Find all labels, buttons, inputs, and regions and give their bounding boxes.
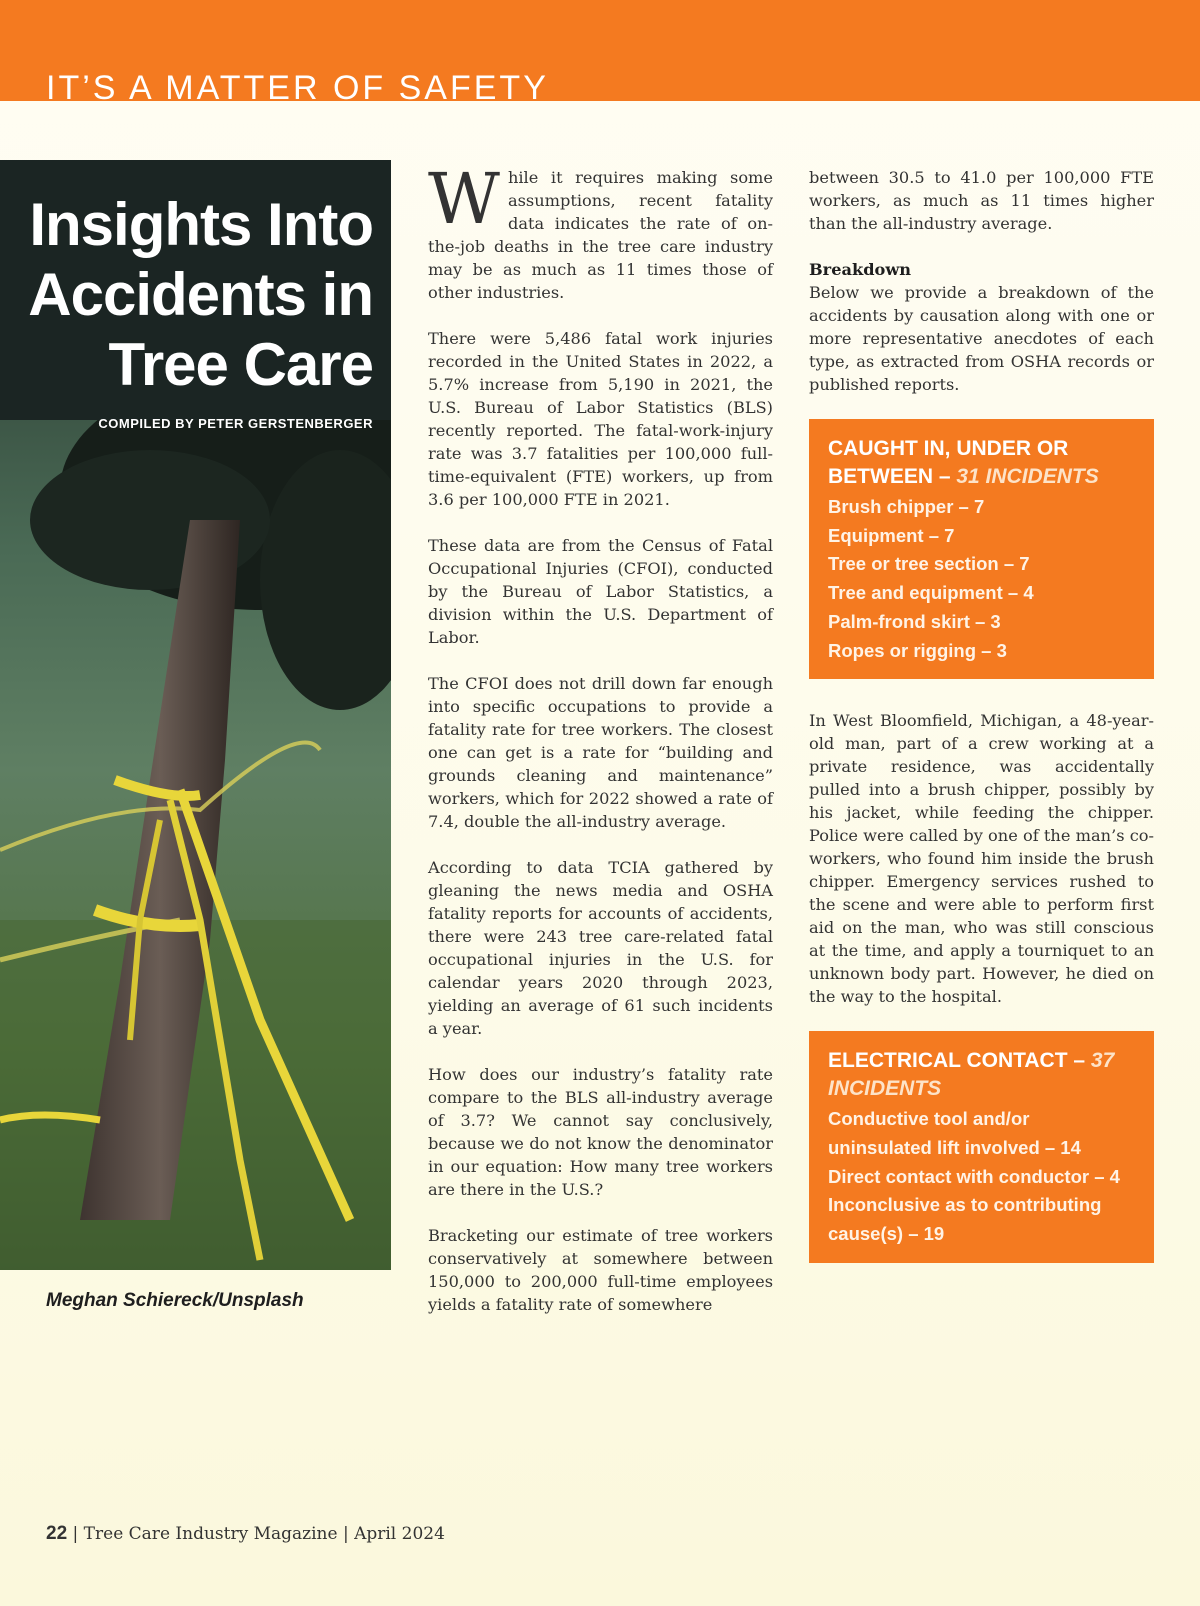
publication-info: | Tree Care Industry Magazine | April 2024: [72, 1524, 445, 1544]
sidebar-count: 31 INCIDENTS: [956, 465, 1099, 488]
section-title: IT’S A MATTER OF SAFETY: [46, 69, 549, 101]
paragraph: Bracketing our estimate of tree workers conservatively at somewhere between 150,000 to 200,000 full-time employees yields a fatality rate of somewhere: [428, 1226, 773, 1314]
breakdown-section: [809, 258, 1154, 396]
paragraph: There were 5,486 fatal work injuries recorded in the United States in 2022, a 5.7% increase from 5,190 in 2021, the U.S. Bureau of Labor Statistics (BLS) recently reported. The fatal-work-injury rate was 3.7 fatalities per 100,000 full-time-equivalent (FTE) workers, up from 3.6 per 100,000 FTE in 2021.: [428, 329, 773, 509]
title-line-2: Accidents in: [28, 261, 373, 328]
list-item: Tree and equipment – 4: [828, 582, 1034, 604]
breakdown-heading: Breakdown: [809, 260, 912, 279]
list-item: Inconclusive as to contributing cause(s) – 19: [828, 1194, 1102, 1245]
list-item: Equipment – 7: [828, 524, 955, 546]
paragraph-intro: [428, 158, 773, 304]
article-column-1: [428, 158, 773, 1339]
electrical-contact-sidebar: [809, 1031, 1154, 1263]
title-line-3: Tree Care: [108, 331, 373, 398]
title-line-1: Insights Into: [29, 191, 373, 258]
article-title: [13, 190, 373, 400]
drop-cap: W: [428, 158, 500, 240]
title-panel: [0, 160, 391, 420]
list-item: Tree or tree section – 7: [828, 553, 1030, 575]
list-item: Ropes or rigging – 3: [828, 639, 1007, 661]
article-column-2: [809, 166, 1154, 1286]
sidebar-list: [828, 1105, 1135, 1249]
list-item: Direct contact with conductor – 4: [828, 1165, 1120, 1187]
list-item: Conductive tool and/or uninsulated lift involved – 14: [828, 1108, 1081, 1158]
anecdote-paragraph: In West Bloomfield, Michigan, a 48-year-old man, part of a crew working at a private residence, was accidentally pulled into a brush chipper, possibly by his jacket, while feeding the chipper. Police were called by one of the man’s co-workers, who found him inside the brush chipper. Emergency services rushed to the scene and were able to perform first aid on the man, who was still conscious at the time, and apply a tourniquet to an unknown body part. However, he died on the way to the hospital.: [809, 711, 1154, 1007]
sidebar-title: [828, 1047, 1135, 1103]
byline: COMPILED BY PETER GERSTENBERGER: [98, 416, 373, 431]
photo-caption: Meghan Schiereck/Unsplash: [46, 1290, 304, 1311]
paragraph: The CFOI does not drill down far enough into specific occupations to provide a fatality rate for tree workers. The closest one can get is a rate for “building and grounds cleaning and maintenance” workers, which for 2022 showed a rate of 7.4, double the all-industry average.: [428, 674, 773, 831]
list-item: Brush chipper – 7: [828, 496, 985, 517]
sidebar-title: [828, 435, 1135, 491]
sidebar-title-text: CAUGHT IN, UNDER OR BETWEEN –: [828, 437, 1069, 488]
sidebar-list: [828, 493, 1135, 665]
caught-in-sidebar: [809, 419, 1154, 679]
paragraph-intro-text: hile it requires making some assumptions, recent fatality data indicates the rate of on-the-job deaths in the tree care industry may be as much as 11 times those of other industries.: [428, 168, 773, 302]
paragraph: How does our industry’s fatality rate compare to the BLS all-industry average of 3.7? We cannot say conclusively, because we do not know the denominator in our equation: How many tree workers are there in the U.S.?: [428, 1065, 773, 1199]
breakdown-text: Below we provide a breakdown of the accidents by causation along with one or more representative anecdotes of each type, as extracted from OSHA records or published reports.: [809, 283, 1154, 394]
hero-image-area: [0, 160, 391, 1270]
page-footer: [46, 1523, 445, 1545]
sidebar-count: 37 INCIDENTS: [828, 1049, 1115, 1101]
paragraph: between 30.5 to 41.0 per 100,000 FTE workers, as much as 11 times higher than the all-industry average.: [809, 168, 1154, 233]
paragraph: These data are from the Census of Fatal Occupational Injuries (CFOI), conducted by the Bureau of Labor Statistics, a division within the U.S. Department of Labor.: [428, 536, 773, 647]
sidebar-title-text: ELECTRICAL CONTACT –: [828, 1049, 1086, 1073]
page-number: 22: [46, 1523, 68, 1544]
paragraph: According to data TCIA gathered by gleaning the news media and OSHA fatality reports for accounts of accidents, there were 243 tree care-related fatal occupational injuries in the U.S. for calendar years 2020 through 2023, yielding an average of 61 such incidents a year.: [428, 858, 773, 1038]
section-header-bar: [0, 0, 1200, 101]
list-item: Palm-frond skirt – 3: [828, 610, 1001, 632]
